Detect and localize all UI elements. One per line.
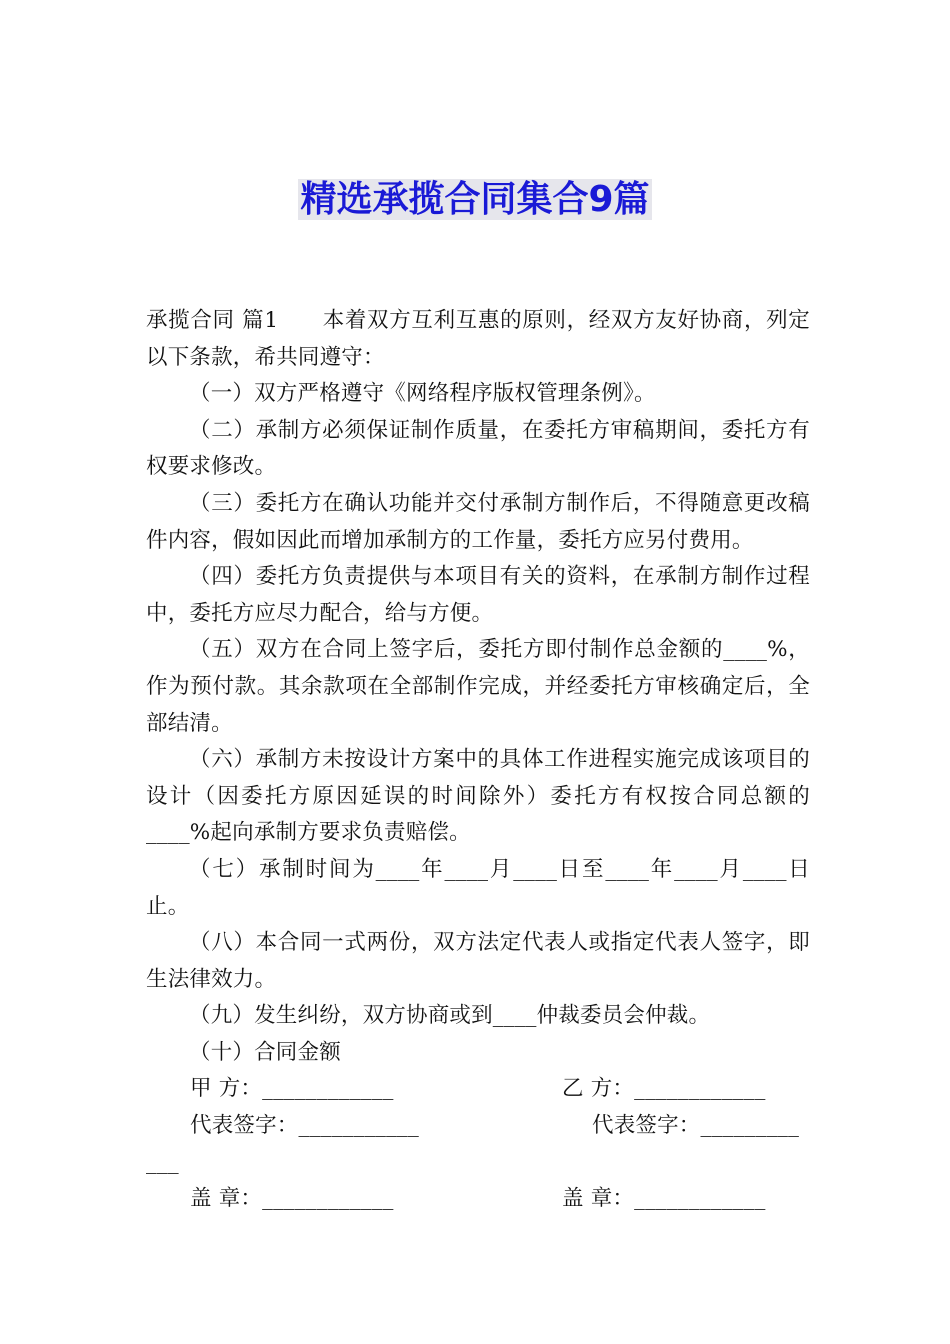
signature-row-representative (146, 1108, 810, 1145)
clause-5: （五）双方在合同上签字后，委托方即付制作总金额的____%，作为预付款。其余款项在全部制作完成，并经委托方审核确定后，全部结清。 (146, 637, 810, 736)
rep-b-field-continuation: ___ (146, 1149, 179, 1175)
clause-1: （一）双方严格遵守《网络程序版权管理条例》。 (189, 381, 656, 407)
party-a-field: 甲 方：____________ (190, 1076, 394, 1102)
clause-4: （四）委托方负责提供与本项目有关的资料，在承制方制作过程中，委托方应尽力配合，给与方便。 (146, 564, 810, 626)
section-label: 承揽合同 篇1 (146, 308, 279, 333)
clause-2: （二）承制方必须保证制作质量，在委托方审稿期间，委托方有权要求修改。 (146, 417, 810, 480)
clause-6: （六）承制方未按设计方案中的具体工作进程实施完成该项目的设计（因委托方原因延误的时间除外）委托方有权按合同总额的____%起向承制方要求负责赔偿。 (146, 747, 810, 846)
document-body (146, 303, 810, 1218)
document-title (0, 176, 950, 224)
clause-8: （八）本合同一式两份，双方法定代表人或指定代表人签字，即生法律效力。 (146, 930, 810, 992)
intro-text: 本着双方互利互惠的原则，经双方友好协商，列定以下条款，希共同遵守： (146, 308, 811, 370)
clause-7: （七）承制时间为____年____月____日至____年____月____日止。 (146, 856, 810, 919)
party-b-field: 乙 方：____________ (562, 1076, 766, 1102)
signature-row-party (146, 1071, 810, 1108)
clause-9: （九）发生纠纷，双方协商或到____仲裁委员会仲裁。 (189, 1003, 711, 1029)
seal-b-field: 盖 章：____________ (562, 1186, 766, 1212)
clause-10: （十）合同金额 (189, 1039, 341, 1065)
intro-paragraph (146, 303, 810, 376)
seal-a-field: 盖 章：____________ (190, 1186, 394, 1212)
signature-row-seal (146, 1181, 810, 1218)
rep-a-field: 代表签字：___________ (190, 1113, 419, 1139)
rep-b-field: 代表签字：_________ (592, 1113, 800, 1139)
document-title-text: 精选承揽合同集合9篇 (300, 179, 650, 220)
clause-3: （三）委托方在确认功能并交付承制方制作后，不得随意更改稿件内容，假如因此而增加承制方的工作量，委托方应另付费用。 (146, 490, 810, 553)
